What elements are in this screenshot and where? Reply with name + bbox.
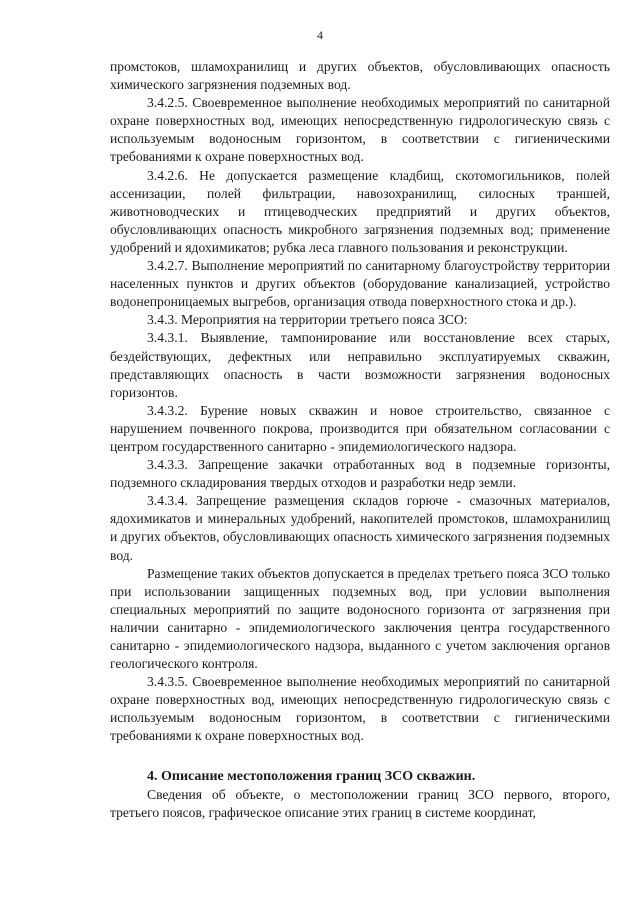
section-heading: 4. Описание местоположения границ ЗСО скважин. (147, 768, 476, 784)
paragraph-3-4-3-1: 3.4.3.1. Выявление, тампонирование или восстановление всех старых, бездействующих, дефектных или неправильно эксплуатируемых скважин, представляющих опасность в части возможности загрязнения водоносных горизонтов. (110, 330, 610, 400)
paragraph-3-4-3: 3.4.3. Мероприятия на территории третьего пояса ЗСО: (147, 312, 468, 328)
page-number: 4 (317, 28, 323, 42)
paragraph-3-4-3-3: 3.4.3.3. Запрещение закачки отработанных вод в подземные горизонты, подземного складирования твердых отходов и разработки недр земли. (110, 457, 610, 491)
paragraph-3-4-2-5: 3.4.2.5. Своевременное выполнение необходимых мероприятий по санитарной охране поверхностных вод, имеющих непосредственную гидрологическую связь с используемым водоносным горизонтом, в соответствии с гигиеническими требованиями к охране поверхностных вод. (110, 95, 610, 165)
paragraph-3-4-3-5: 3.4.3.5. Своевременное выполнение необходимых мероприятий по санитарной охране поверхностных вод, имеющих непосредственную гидрологическую связь с используемым водоносным горизонтом, в соответствии с гигиеническими требованиями к охране поверхностных вод. (110, 674, 610, 744)
paragraph-3-4-2-6: 3.4.2.6. Не допускается размещение кладбищ, скотомогильников, полей ассенизации, полей фильтрации, навозохранилищ, силосных траншей, животноводческих и птицеводческих предприятий и других объектов, обусловливающих опасность микробного загрязнения подземных вод; применение удобрений и ядохимикатов; рубка леса главного пользования и реконструкции. (110, 167, 610, 255)
section-4-paragraph: Сведения об объекте, о местоположении границ ЗСО первого, второго, третьего поясов, графическое описание этих границ в системе координат, (110, 786, 610, 820)
document-body (110, 58, 610, 822)
paragraph-continuation: промстоков, шламохранилищ и других объектов, обусловливающих опасность химического загрязнения подземных вод. (110, 59, 610, 93)
paragraph-3-4-2-7: 3.4.2.7. Выполнение мероприятий по санитарному благоустройству территории населенных пунктов и других объектов (оборудование канализацией, устройство водонепроницаемых выгребов, организация отвода поверхностного стока и др.). (110, 258, 610, 310)
paragraph-placement-conditions: Размещение таких объектов допускается в пределах третьего пояса ЗСО только при использовании защищенных подземных вод, при условии выполнения специальных мероприятий по защите водоносного горизонта от загрязнения при наличии санитарно - эпидемиологического заключения центра государственного санитарно - эпидемиологического надзора, выданного с учетом заключения органов геологического контроля. (110, 565, 610, 672)
paragraph-3-4-3-4: 3.4.3.4. Запрещение размещения складов горюче - смазочных материалов, ядохимикатов и минеральных удобрений, накопителей промстоков, шламохранилищ и других объектов, обусловливающих опасность химического загрязнения подземных вод. (110, 493, 610, 563)
paragraph-3-4-3-2: 3.4.3.2. Бурение новых скважин и новое строительство, связанное с нарушением почвенного покрова, производится при обязательном согласовании с центром государственного санитарно - эпидемиологического надзора. (110, 402, 610, 454)
